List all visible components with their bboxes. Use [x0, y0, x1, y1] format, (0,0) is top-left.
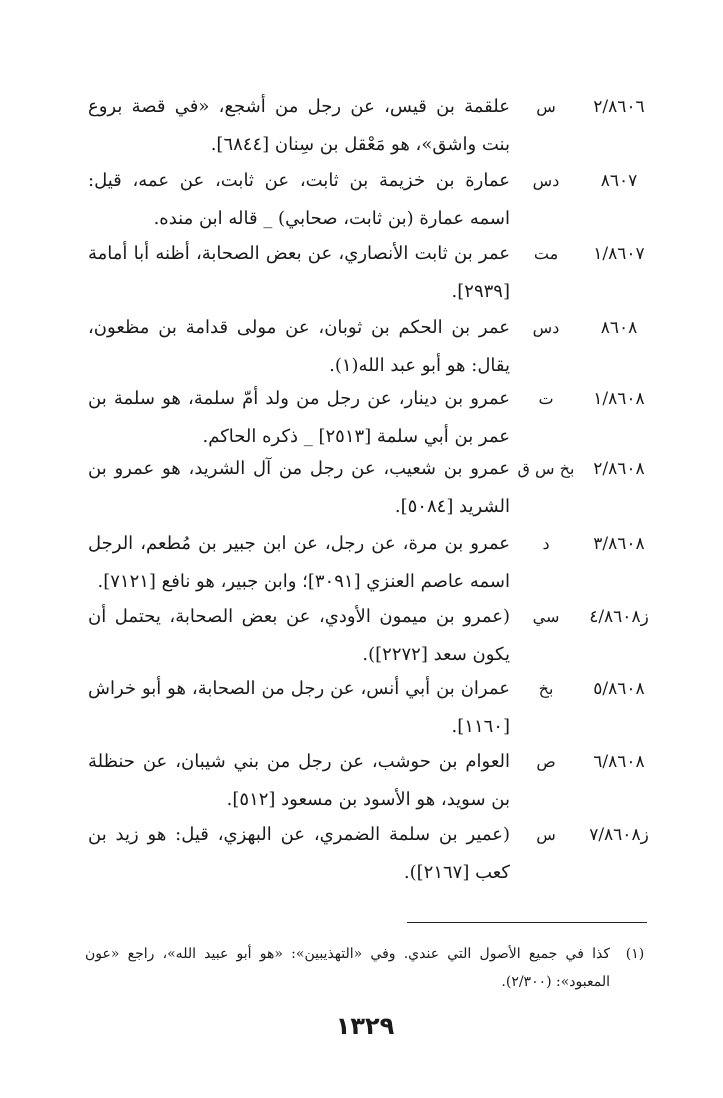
entry-number: ١/٨٦٠٧: [593, 244, 645, 264]
entry-symbol: سي: [532, 607, 560, 626]
entry-text: العوام بن حوشب، عن رجل من بني شيبان، عن حنظلة بن سويد، هو الأسود بن مسعود [٥١٢].: [88, 751, 510, 810]
entry-symbol: س: [536, 97, 556, 116]
entry-number: ٨٦٠٧: [600, 171, 638, 191]
entry-symbol: ت: [538, 389, 554, 408]
entry-number: ٥/٨٦٠٨: [593, 679, 645, 699]
entry-number: ٣/٨٦٠٨: [593, 534, 645, 554]
entry-number: ز٤/٨٦٠٨: [589, 607, 649, 627]
entry-number: ٦/٨٦٠٨: [593, 752, 645, 772]
entry-text: عمرو بن دينار، عن رجل من ولد أمّ سلمة، هو سلمة بن عمر بن أبي سلمة [٢٥١٣] _ ذكره الحاكم.: [88, 388, 510, 447]
entry-text: (عمير بن سلمة الضمري، عن البهزي، قيل: هو زيد بن كعب [٢١٦٧]).: [88, 824, 510, 883]
entry-text: (عمرو بن ميمون الأودي، عن بعض الصحابة، يحتمل أن يكون سعد [٢٢٧٢]).: [88, 606, 510, 665]
entry-number: ز٧/٨٦٠٨: [589, 825, 649, 845]
footnote-mark: (١): [625, 946, 645, 962]
entry-symbol: بخ س ق: [517, 459, 575, 478]
entry-text: عمرو بن شعيب، عن رجل من آل الشريد، هو عمرو بن الشريد [٥٠٨٤].: [88, 458, 510, 517]
entry-text: عمارة بن خزيمة بن ثابت، عن ثابت، عن عمه، قيل: اسمه عمارة (بن ثابت، صحابي) _ قاله ابن منده.: [88, 170, 510, 229]
entry-symbol: مت: [533, 244, 559, 263]
entry-symbol: د: [542, 534, 550, 553]
entry-symbol: ص: [536, 752, 556, 771]
entry-number: ٨٦٠٨: [600, 318, 638, 338]
entry-text: علقمة بن قيس، عن رجل من أشجع، «في قصة بروع بنت واشق»، هو مَعْقل بن سِنان [٦٨٤٤].: [88, 96, 510, 155]
footnote: [85, 940, 650, 996]
entry-number: ١/٨٦٠٨: [593, 389, 645, 409]
entry-text: عمر بن الحكم بن ثوبان، عن مولى قدامة بن مظعون، يقال: هو أبو عبد الله(١).: [88, 317, 510, 376]
entry-symbol: س: [536, 825, 556, 844]
entry-text: عمرو بن مرة، عن رجل، عن ابن جبير بن مُطعم، الرجل اسمه عاصم العنزي [٣٠٩١]؛ وابن جبير، هو نافع [٧١٢١].: [88, 533, 510, 592]
page-number: ١٣٢٩: [335, 1012, 395, 1040]
entry-symbol: بخ: [538, 679, 554, 698]
footnote-text: كذا في جميع الأصول التي عندي. وفي «التهذيبين»: «هو أبو عبيد الله»، راجع «عون المعبود»: (٢/٣٠٠).: [85, 946, 610, 990]
entry-symbol: دس: [532, 171, 560, 190]
entry-number: ٢/٨٦٠٨: [593, 459, 645, 479]
entry-text: عمران بن أبي أنس، عن رجل من الصحابة، هو أبو خراش [١١٦٠].: [88, 678, 510, 737]
entry-text: عمر بن ثابت الأنصاري، عن بعض الصحابة، أظنه أبا أمامة [٢٩٣٩].: [88, 243, 510, 302]
footnote-divider: [407, 922, 647, 923]
entry-number: ٢/٨٦٠٦: [593, 97, 645, 117]
entry-symbol: دس: [532, 318, 560, 337]
